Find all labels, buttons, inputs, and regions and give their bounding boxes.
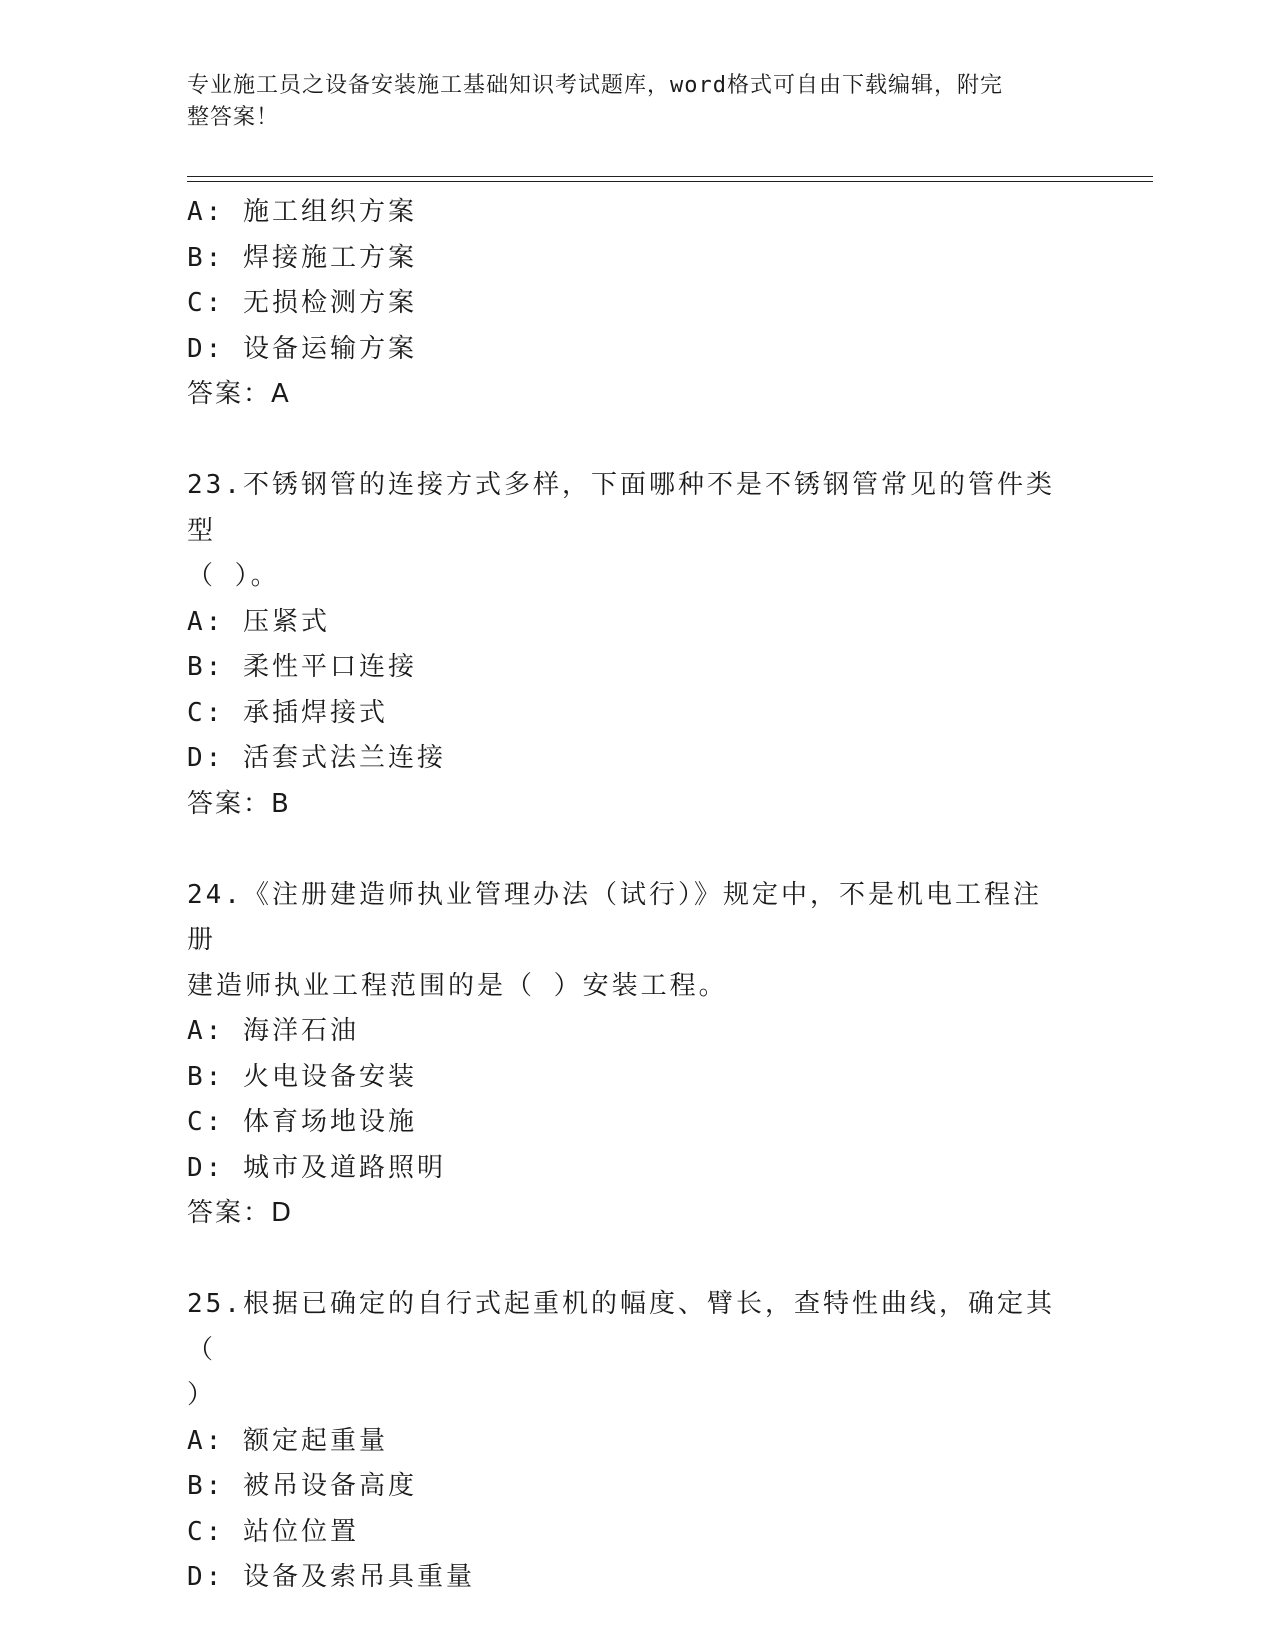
option-b: B: 火电设备安装 [187,1061,417,1092]
page-header [187,70,1067,134]
question-23 [187,463,1087,827]
option-c: C: 站位位置 [187,1516,359,1547]
option-d: D: 设备运输方案 [187,333,417,364]
question-stem-line-1: 25.根据已确定的自行式起重机的幅度、臂长，查特性曲线，确定其（ [187,1289,1055,1365]
option-d: D: 设备及索吊具重量 [187,1562,475,1592]
option-c: C: 体育场地设施 [187,1107,417,1137]
spacer [187,1236,1087,1282]
answer-line: 答案：B [187,788,291,819]
option-d: D: 城市及道路照明 [187,1152,446,1183]
option-a: A: 压紧式 [187,606,330,637]
option-d: D: 活套式法兰连接 [187,743,446,773]
header-line-2: 整答案！ [187,105,280,130]
option-b: B: 柔性平口连接 [187,652,417,682]
question-stem-line-2: ） [187,1380,217,1410]
option-c: C: 承插焊接式 [187,697,388,728]
question-25 [187,1282,1087,1601]
question-24 [187,873,1087,1237]
question-22 [187,190,1087,417]
option-a: A: 海洋石油 [187,1016,359,1046]
spacer [187,827,1087,873]
option-b: B: 焊接施工方案 [187,242,417,273]
header-divider-bottom [187,181,1153,182]
header-line-1: 专业施工员之设备安装施工基础知识考试题库，word格式可自由下载编辑，附完 [187,73,1003,98]
question-stem-line-2: 建造师执业工程范围的是（ ）安装工程。 [187,970,728,1001]
header-divider-top [187,176,1153,177]
question-stem-line-1: 23.不锈钢管的连接方式多样，下面哪种不是不锈钢管常见的管件类型 [187,470,1055,546]
answer-line: 答案：A [187,379,291,409]
answer-line: 答案：D [187,1198,294,1228]
option-b: B: 被吊设备高度 [187,1471,417,1501]
option-a: A: 额定起重量 [187,1425,388,1456]
option-c: C: 无损检测方案 [187,288,417,318]
question-list [187,190,1087,1601]
question-stem-line-2: （ ）。 [187,561,280,591]
option-a: A: 施工组织方案 [187,197,417,227]
spacer [187,417,1087,463]
question-stem-line-1: 24.《注册建造师执业管理办法（试行）》规定中，不是机电工程注册 [187,879,1042,955]
